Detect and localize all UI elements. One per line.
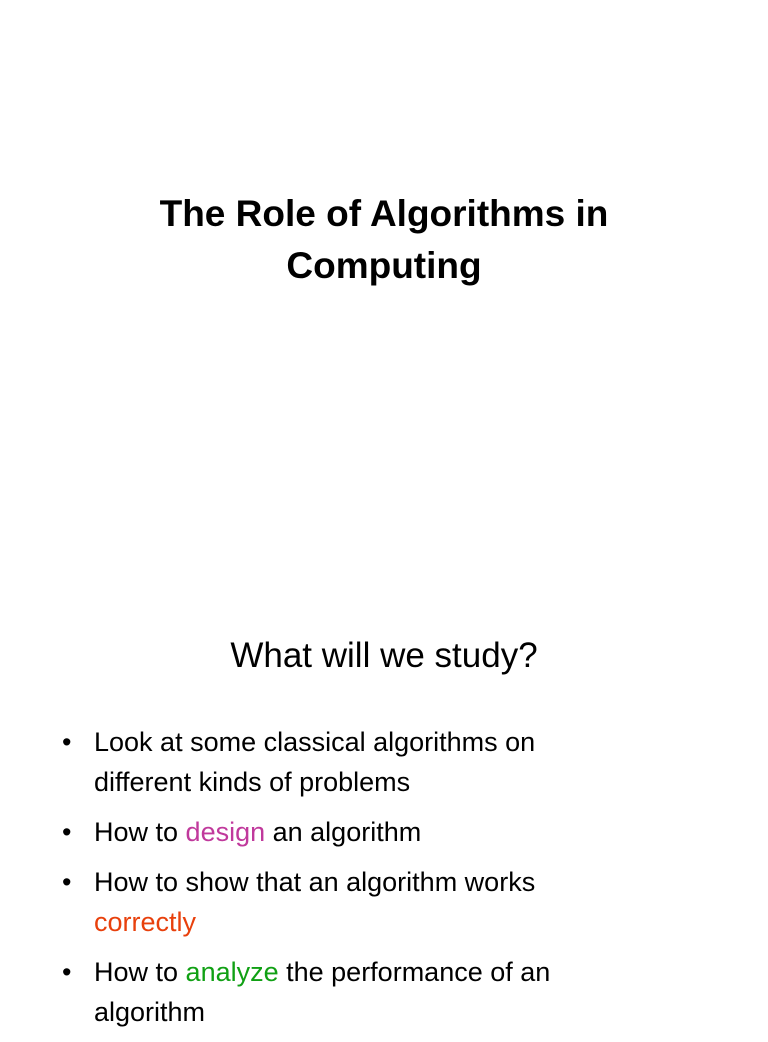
highlight-correctly: correctly	[94, 907, 197, 937]
title-line-2: Computing	[286, 245, 482, 286]
title-line-1: The Role of Algorithms in	[159, 193, 609, 234]
bullet-item-analyze	[62, 952, 742, 1032]
slide-title-heading	[0, 188, 768, 292]
bullet-text-suffix: an algorithm	[265, 817, 422, 847]
highlight-design: design	[185, 817, 266, 847]
slide-study-heading: What will we study?	[230, 636, 538, 675]
bullet-text-continued: different kinds of problems	[94, 767, 411, 797]
bullet-marker: •	[62, 867, 72, 897]
bullet-marker: •	[62, 727, 72, 757]
bullet-item-classical	[62, 722, 742, 802]
bullet-text: How to show that an algorithm works	[94, 867, 536, 897]
bullet-marker: •	[62, 957, 72, 987]
bullet-marker: •	[62, 817, 72, 847]
bullet-item-design	[62, 812, 742, 852]
bullet-text-prefix: How to	[94, 817, 186, 847]
bullet-list	[62, 722, 742, 1042]
bullet-text-prefix: How to	[94, 957, 186, 987]
highlight-analyze: analyze	[185, 957, 279, 987]
bullet-item-correctness	[62, 862, 742, 942]
bullet-text-suffix: the performance of an	[278, 957, 551, 987]
bullet-text-continued: algorithm	[94, 997, 206, 1027]
slide-study	[0, 576, 768, 1027]
bullet-text: Look at some classical algorithms on	[94, 727, 536, 757]
